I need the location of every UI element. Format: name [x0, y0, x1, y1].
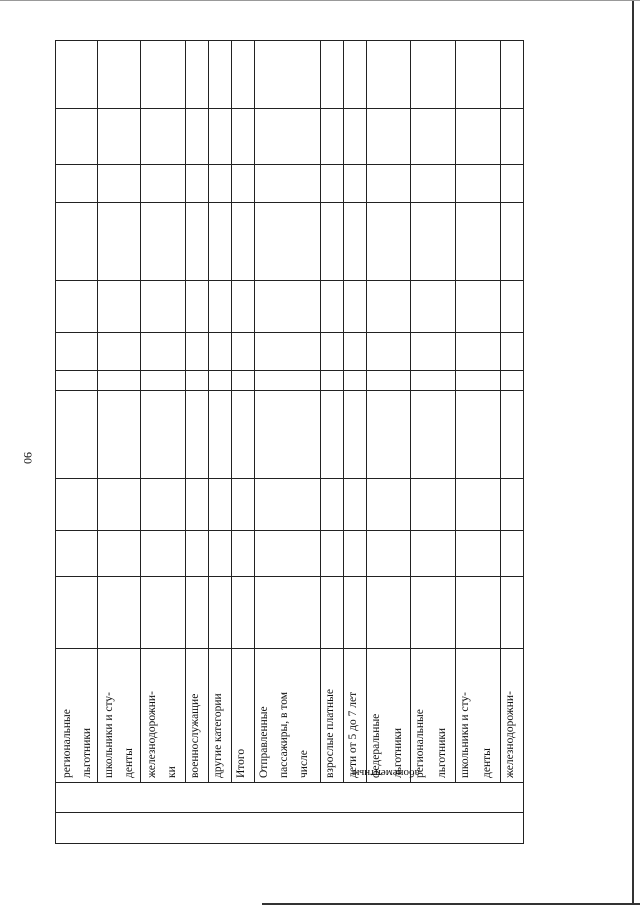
row-label-regional-beneficiaries-2: региональные льготники	[414, 709, 448, 778]
row-label-military: военнослужащие	[189, 693, 201, 778]
row-label-total: Итого	[235, 748, 247, 778]
row-label-adult-paying: взрослые платные	[324, 688, 336, 778]
row-label-regional-beneficiaries: региональные льготники	[61, 709, 93, 778]
scan-edge-right	[632, 0, 634, 905]
row-label-students: школьники и сту- денты	[103, 692, 135, 778]
row-label-federal-beneficiaries: федеральные льготники	[370, 713, 404, 778]
row-label-railway-workers-2: железнодорожни-	[504, 691, 516, 778]
row-label-other-categories: другие категории	[212, 693, 224, 778]
group-label-season-tickets: абонементные	[352, 767, 420, 779]
page-number: 90	[21, 452, 35, 464]
row-label-students-2: школьники и сту- денты	[459, 692, 493, 778]
row-label-departed-passengers: Отправленные пассажиры, в том числе	[258, 691, 310, 778]
row-label-railway-workers: железнодорожни- ки	[146, 691, 178, 778]
row-label-children-5-7: дети от 5 до 7 лет	[347, 691, 359, 778]
scan-edge-top	[0, 0, 640, 1]
